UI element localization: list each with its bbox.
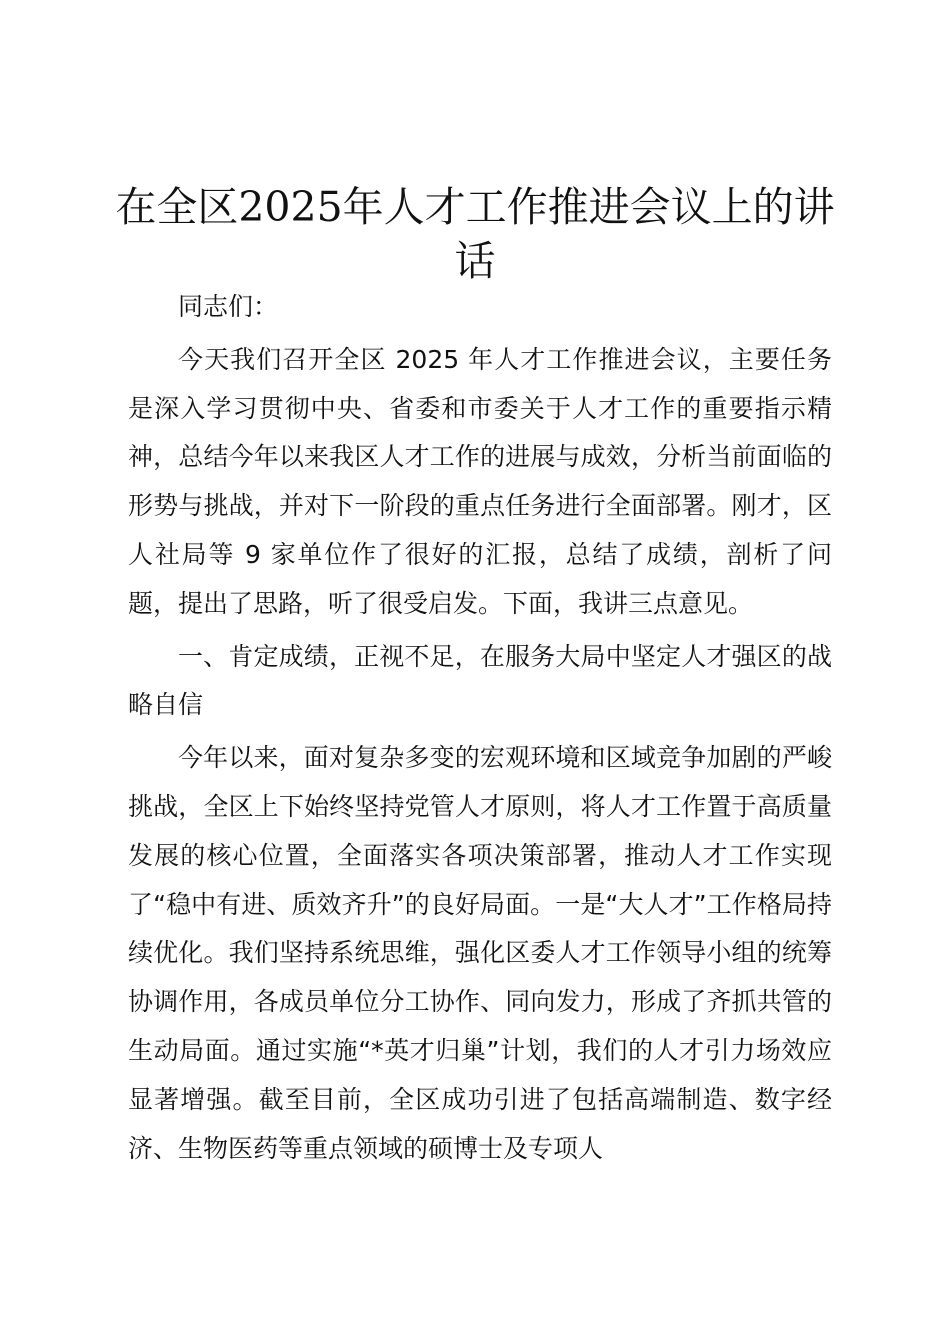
paragraph-achievements: 今年以来，面对复杂多变的宏观环境和区域竞争加剧的严峻挑战，全区上下始终坚持党管人才原则，将人才工作置于高质量发展的核心位置，全面落实各项决策部署，推动人才工作实现了“稳中有进、质效齐升”的良好局面。一是“大人才”工作格局持续优化。我们坚持系统思维，强化区委人才工作领导小组的统筹协调作用，各成员单位分工协作、同向发力，形成了齐抓共管的生动局面。通过实施“*英才归巢”计划，我们的人才引力场效应显著增强。截至目前，全区成功引进了包括高端制造、数字经济、生物医药等重点领域的硕博士及专项人 [128,743,832,1163]
document-title: 在全区2025年人才工作推进会议上的讲话 [115,183,835,285]
document-body [128,283,832,1177]
section-heading-1: 一、肯定成绩，正视不足，在服务大局中坚定人才强区的战略自信 [128,641,832,720]
salutation: 同志们： [178,292,279,321]
paragraph-intro: 今天我们召开全区 2025 年人才工作推进会议，主要任务是深入学习贯彻中央、省委和市委关于人才工作的重要指示精神，总结今年以来我区人才工作的进展与成效，分析当前面临的形势与挑战，并对下一阶段的重点任务进行全面部署。刚才，区人社局等 9 家单位作了很好的汇报，总结了成绩，剖析了问题，提出了思路，听了很受启发。下面，我讲三点意见。 [128,344,832,618]
